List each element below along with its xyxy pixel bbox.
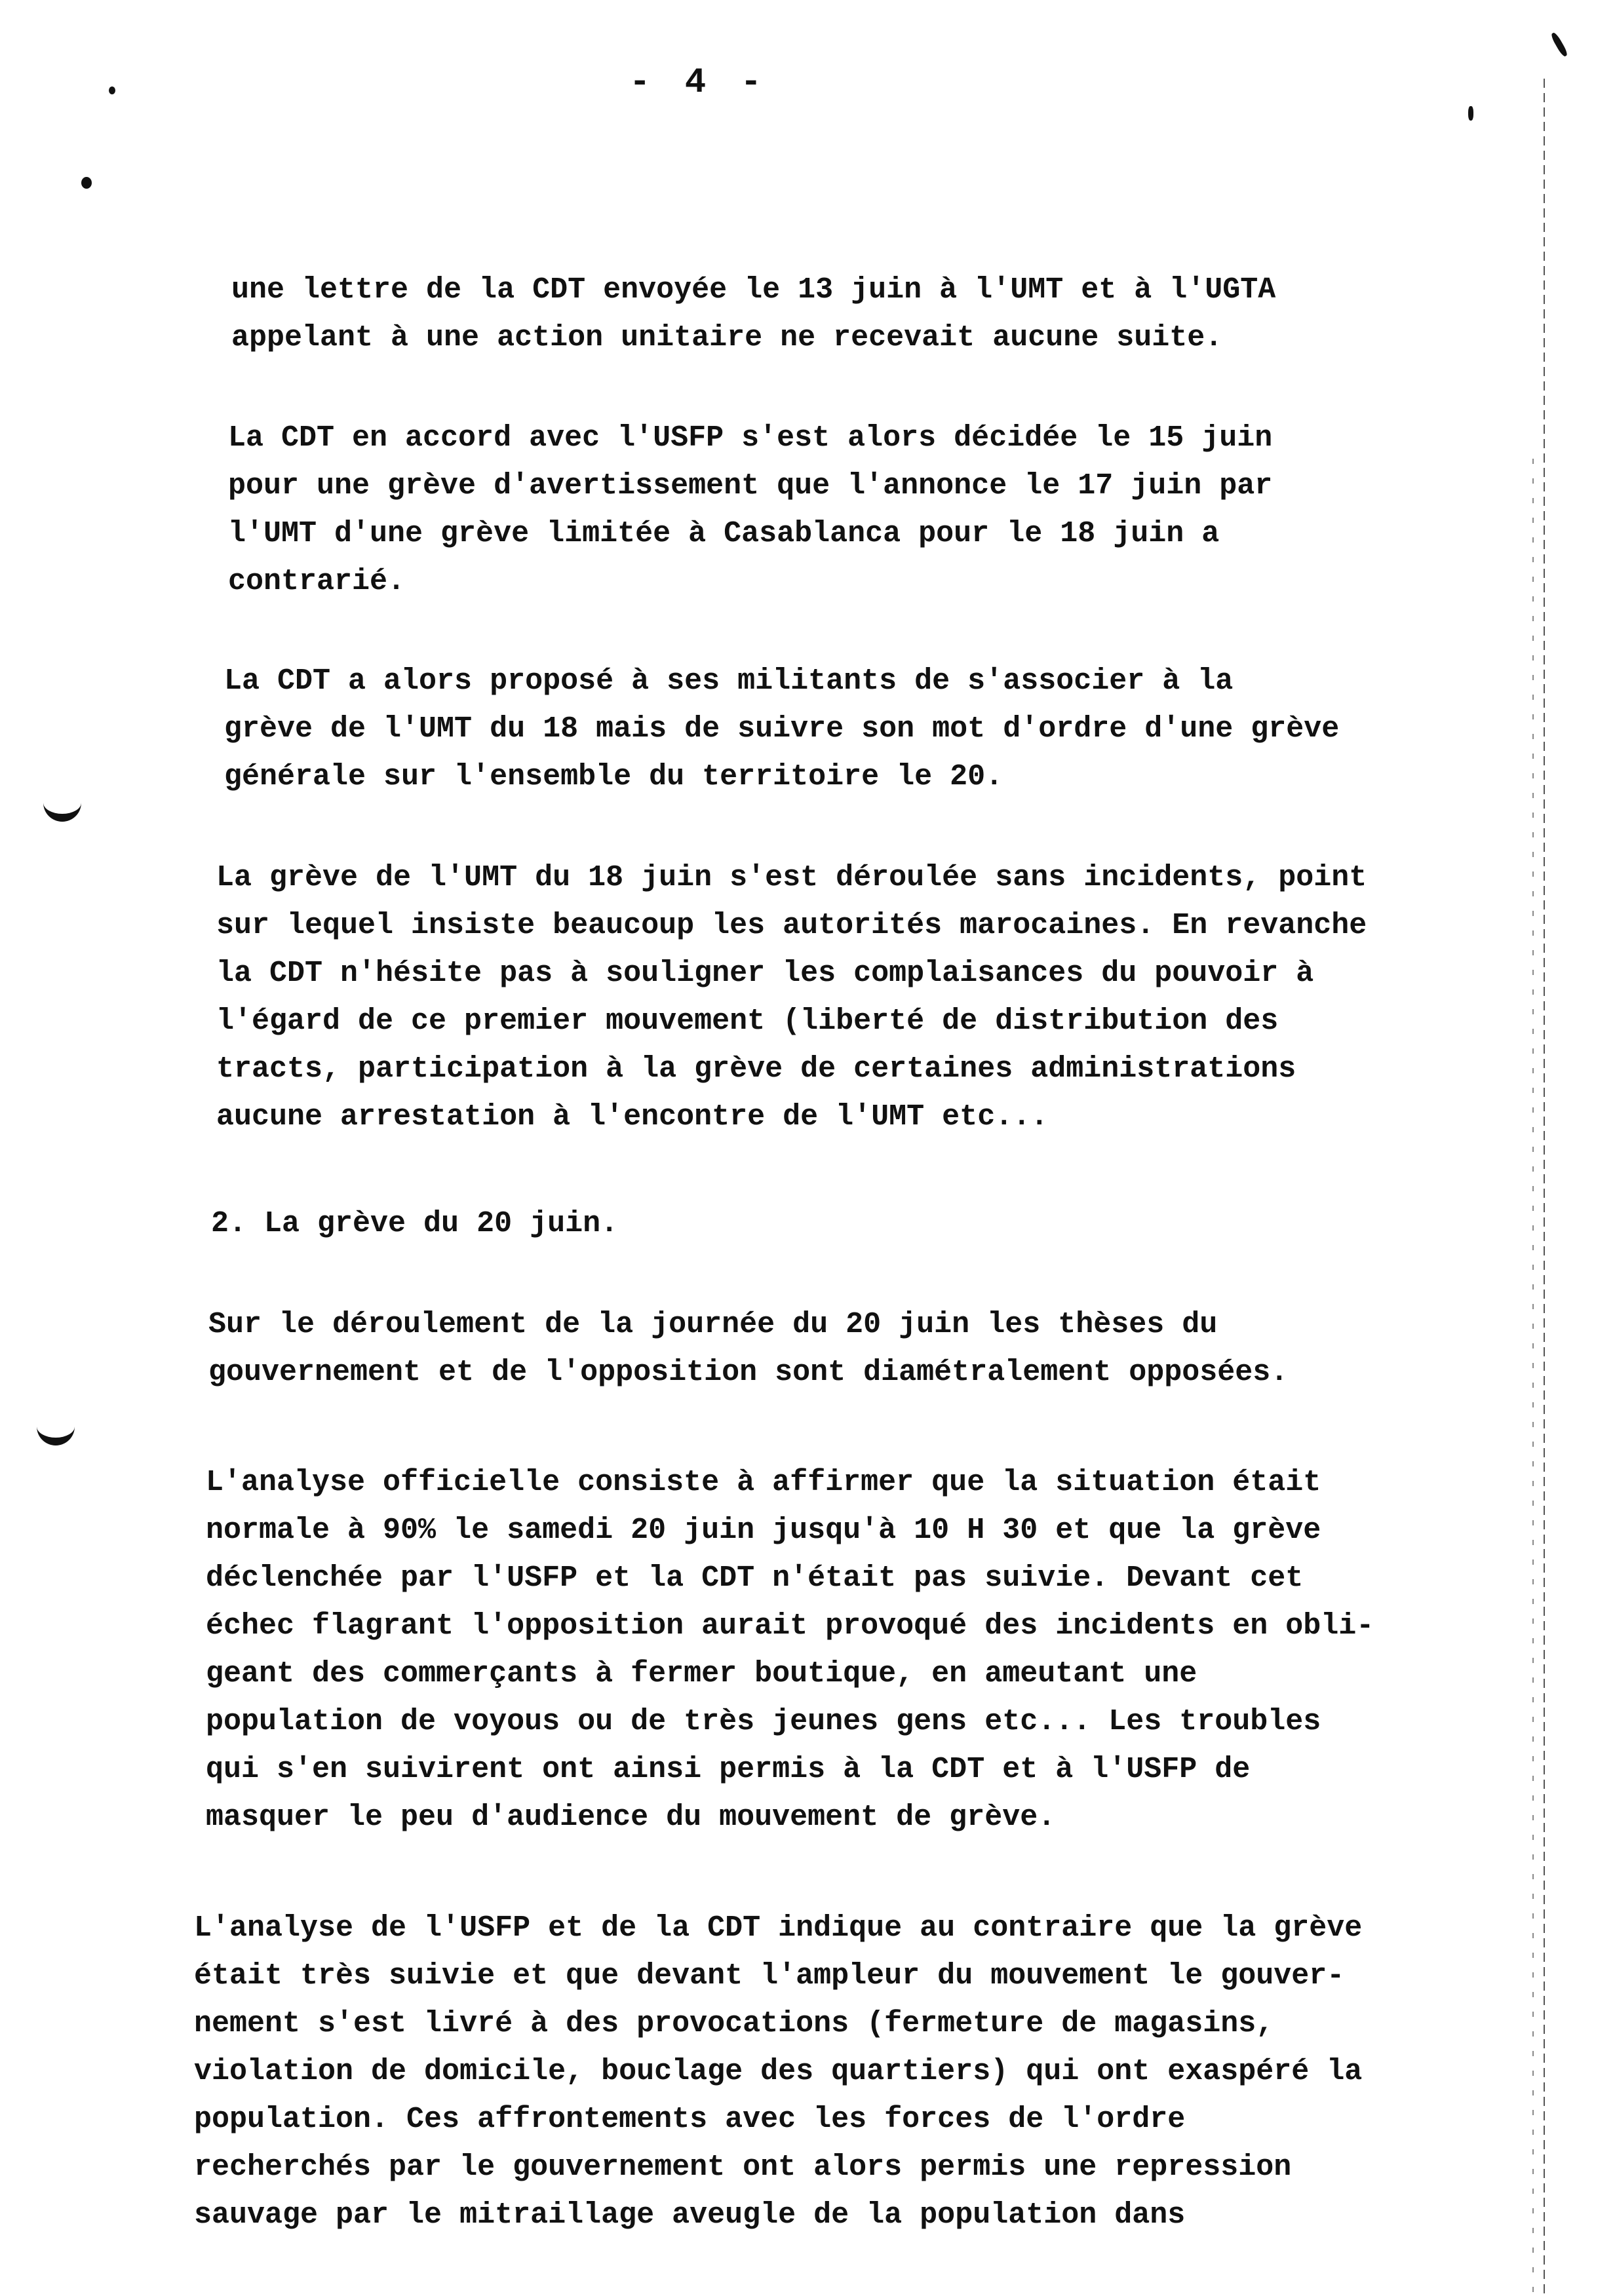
text-line: recherchés par le gouvernement ont alors permis une repression	[194, 2151, 1292, 2184]
text-line: violation de domicile, bouclage des quartiers) qui ont exaspéré la	[194, 2055, 1363, 2088]
paragraph	[216, 854, 1367, 1141]
text-line: la CDT n'hésite pas à souligner les complaisances du pouvoir à	[216, 957, 1314, 990]
paragraph	[206, 1459, 1374, 1841]
text-line: qui s'en suivirent ont ainsi permis à la CDT et à l'USFP de	[206, 1753, 1251, 1786]
text-line: geant des commerçants à fermer boutique, en ameutant une	[206, 1657, 1197, 1691]
text-line: 2. La grève du 20 juin.	[211, 1207, 619, 1240]
text-line: gouvernement et de l'opposition sont diamétralement opposées.	[208, 1356, 1289, 1389]
scan-speck	[109, 86, 115, 94]
text-line: La CDT en accord avec l'USFP s'est alors décidée le 15 juin	[228, 421, 1273, 455]
text-line: population de voyous ou de très jeunes gens etc... Les troubles	[206, 1705, 1321, 1738]
text-line: L'analyse officielle consiste à affirmer que la situation était	[206, 1466, 1321, 1499]
paragraph	[194, 1904, 1362, 2239]
scan-edge-rule-secondary	[1532, 459, 1534, 2293]
text-line: tracts, participation à la grève de certaines administrations	[216, 1052, 1296, 1086]
text-line: L'analyse de l'USFP et de la CDT indique au contraire que la grève	[194, 1911, 1363, 1945]
text-line: l'égard de ce premier mouvement (liberté de distribution des	[216, 1004, 1279, 1038]
text-line: sur lequel insiste beaucoup les autorités marocaines. En revanche	[216, 909, 1367, 942]
text-line: population. Ces affrontements avec les forces de l'ordre	[194, 2103, 1186, 2136]
text-line: aucune arrestation à l'encontre de l'UMT etc...	[216, 1100, 1049, 1134]
text-line: contrarié.	[228, 565, 406, 598]
text-line: Sur le déroulement de la journée du 20 juin les thèses du	[208, 1308, 1218, 1341]
text-line: sauvage par le mitraillage aveugle de la population dans	[194, 2198, 1186, 2232]
text-line: grève de l'UMT du 18 mais de suivre son mot d'ordre d'une grève	[224, 712, 1340, 746]
scan-edge-rule	[1544, 79, 1545, 2296]
punch-hole-mark	[43, 784, 81, 822]
text-line: échec flagrant l'opposition aurait provoqué des incidents en obli-	[206, 1609, 1374, 1643]
scan-speck	[1550, 31, 1569, 58]
text-line: La CDT a alors proposé à ses militants de s'associer à la	[224, 664, 1234, 698]
text-line: l'UMT d'une grève limitée à Casablanca pour le 18 juin a	[228, 517, 1220, 550]
text-line: une lettre de la CDT envoyée le 13 juin à l'UMT et à l'UGTA	[231, 273, 1276, 307]
section-heading	[211, 1200, 618, 1248]
text-line: La grève de l'UMT du 18 juin s'est déroulée sans incidents, point	[216, 861, 1367, 894]
scan-speck	[1468, 106, 1473, 121]
scan-speck	[81, 177, 92, 189]
text-line: générale sur l'ensemble du territoire le 20.	[224, 760, 1003, 794]
paragraph	[231, 266, 1275, 362]
text-line: nement s'est livré à des provocations (fermeture de magasins,	[194, 2007, 1274, 2040]
text-line: appelant à une action unitaire ne recevait aucune suite.	[231, 321, 1223, 354]
paragraph	[228, 414, 1272, 605]
paragraph	[224, 657, 1339, 801]
text-line: masquer le peu d'audience du mouvement de grève.	[206, 1801, 1056, 1834]
text-line: était très suivie et que devant l'ampleur du mouvement le gouver-	[194, 1959, 1345, 1993]
text-line: pour une grève d'avertissement que l'annonce le 17 juin par	[228, 469, 1273, 503]
punch-hole-mark	[37, 1407, 75, 1445]
page-number: - 4 -	[629, 63, 769, 103]
text-line: normale à 90% le samedi 20 juin jusqu'à 10 H 30 et que la grève	[206, 1514, 1321, 1547]
paragraph	[208, 1301, 1288, 1396]
text-line: déclenchée par l'USFP et la CDT n'était pas suivie. Devant cet	[206, 1561, 1304, 1595]
